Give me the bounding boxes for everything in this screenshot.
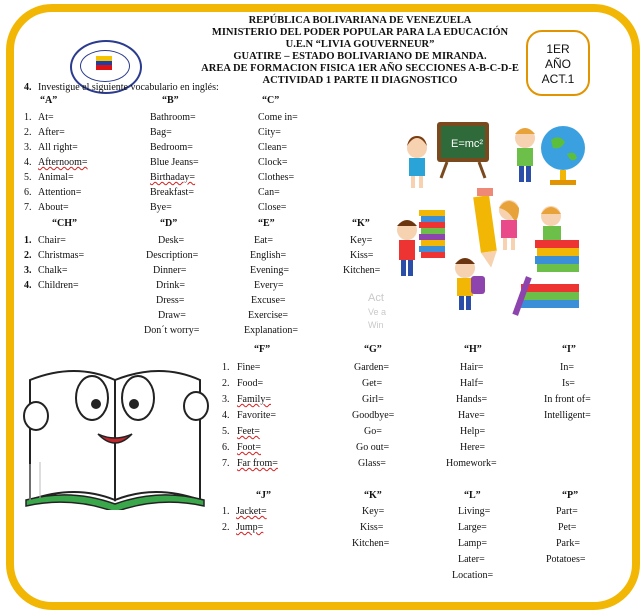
item-number: 2.	[222, 378, 230, 389]
vocab-item: Park=	[556, 538, 580, 549]
instruction-text: Investigue el siguiente vocabulario en inglés:	[38, 82, 219, 93]
vocab-item: Intelligent=	[544, 410, 591, 421]
vocab-item: Location=	[452, 570, 494, 581]
vocab-item: Bedroom=	[150, 142, 193, 153]
vocab-item: Goodbye=	[352, 410, 395, 421]
item-number: 6.	[222, 442, 230, 453]
vocab-item: Close=	[258, 202, 287, 213]
vocab-item: Description=	[146, 250, 199, 261]
vocab-item: Eat=	[254, 235, 273, 246]
badge-line: ACT.1	[541, 72, 575, 86]
watermark-text: Act	[368, 292, 384, 304]
section-title-l: “L”	[464, 490, 481, 501]
vocab-item: Jump=	[236, 522, 264, 533]
vocab-item: At=	[38, 112, 54, 123]
vocab-item: Bathroom=	[150, 112, 196, 123]
vocab-item: City=	[258, 127, 281, 138]
vocab-item: Kiss=	[350, 250, 374, 261]
vocab-item: In front of=	[544, 394, 591, 405]
vocab-item: Pet=	[558, 522, 577, 533]
vocab-item: Chair=	[38, 235, 66, 246]
vocab-item: Lamp=	[458, 538, 487, 549]
item-number: 7.	[222, 458, 230, 469]
vocab-item: Get=	[362, 378, 383, 389]
item-number: 2.	[222, 522, 230, 533]
vocab-item: Glass=	[358, 458, 386, 469]
vocab-item: Breakfast=	[150, 187, 194, 198]
vocab-item: Kitchen=	[343, 265, 381, 276]
section-title-c: “C”	[262, 95, 280, 106]
vocab-item: Christmas=	[38, 250, 85, 261]
vocab-item: Children=	[38, 280, 79, 291]
item-number: 2.	[24, 250, 32, 261]
vocab-item: Half=	[460, 378, 484, 389]
vocab-item: Part=	[556, 506, 578, 517]
section-title-h: “H”	[464, 344, 482, 355]
vocab-item: Food=	[237, 378, 264, 389]
vocab-item: Potatoes=	[546, 554, 586, 565]
vocab-item: Evening=	[250, 265, 289, 276]
vocab-item: Feet=	[237, 426, 260, 437]
header-line: ACTIVIDAD 1 PARTE II DIAGNOSTICO	[262, 75, 458, 86]
item-number: 3.	[222, 394, 230, 405]
vocab-item: In=	[560, 362, 574, 373]
vocab-item: Help=	[460, 426, 486, 437]
vocab-item: Far from=	[237, 458, 278, 469]
vocab-item: Family=	[237, 394, 271, 405]
vocab-item: Homework=	[446, 458, 497, 469]
grade-badge	[526, 30, 590, 96]
instruction-number: 4.	[24, 82, 32, 93]
vocab-item: Here=	[460, 442, 486, 453]
section-title-e: “E”	[258, 218, 275, 229]
vocab-item: Excuse=	[251, 295, 286, 306]
vocab-item: Bag=	[150, 127, 172, 138]
badge-line: AÑO	[544, 57, 571, 71]
item-number: 3.	[24, 265, 32, 276]
vocab-item: Key=	[362, 506, 385, 517]
vocab-item: Bye=	[150, 202, 172, 213]
vocab-item: Hair=	[460, 362, 484, 373]
vocab-item: Garden=	[354, 362, 390, 373]
vocab-item: English=	[250, 250, 287, 261]
item-number: 4.	[222, 410, 230, 421]
vocab-item: Kiss=	[360, 522, 384, 533]
vocab-item: Jacket=	[236, 506, 267, 517]
vocab-item: Afternoom=	[38, 157, 88, 168]
section-title-a: “A”	[40, 95, 58, 106]
vocab-item: Large=	[458, 522, 487, 533]
vocab-item: Desk=	[158, 235, 185, 246]
header-line: AREA DE FORMACION FISICA 1ER AÑO SECCIONES A-B-C-D-E	[201, 63, 519, 74]
badge-line: 1ER	[546, 42, 570, 56]
item-number: 1.	[222, 506, 230, 517]
item-number: 1.	[24, 235, 32, 246]
vocab-item: Is=	[562, 378, 575, 389]
vocab-item: Drink=	[156, 280, 185, 291]
vocab-item: Dress=	[156, 295, 185, 306]
vocab-item: Come in=	[258, 112, 298, 123]
header-line: REPÚBLICA BOLIVARIANA DE VENEZUELA	[248, 15, 472, 26]
section-title-d: “D”	[160, 218, 178, 229]
vocab-item: Birthaday=	[150, 172, 196, 183]
item-number: 6.	[24, 187, 32, 198]
vocab-item: Hands=	[456, 394, 488, 405]
vocab-item: Go out=	[356, 442, 390, 453]
vocab-item: Draw=	[158, 310, 186, 321]
vocab-item: Chalk=	[38, 265, 68, 276]
section-title-f: “F”	[254, 344, 271, 355]
vocab-item: Don´t worry=	[144, 325, 200, 336]
vocab-item: Fine=	[237, 362, 261, 373]
book-mascot-illustration	[20, 350, 210, 510]
item-number: 1.	[222, 362, 230, 373]
vocab-item: Kitchen=	[352, 538, 390, 549]
vocab-item: Animal=	[38, 172, 74, 183]
header-line: MINISTERIO DEL PODER POPULAR PARA LA EDUCACIÓN	[211, 27, 509, 38]
vocab-item: Favorite=	[237, 410, 276, 421]
vocab-item: Exercise=	[248, 310, 289, 321]
vocab-item: Clock=	[258, 157, 288, 168]
vocab-item: Blue Jeans=	[150, 157, 199, 168]
vocab-item: All right=	[38, 142, 78, 153]
item-number: 1.	[24, 112, 32, 123]
vocab-item: Key=	[350, 235, 373, 246]
vocab-item: Go=	[364, 426, 382, 437]
vocab-item: Every=	[254, 280, 284, 291]
item-number: 2.	[24, 127, 32, 138]
vocab-item: Foot=	[237, 442, 261, 453]
vocab-item: Later=	[458, 554, 485, 565]
item-number: 5.	[24, 172, 32, 183]
item-number: 4.	[24, 280, 32, 291]
vocab-item: Clean=	[258, 142, 287, 153]
header-line: GUATIRE – ESTADO BOLIVARIANO DE MIRANDA.	[233, 51, 487, 62]
vocab-item: Explanation=	[244, 325, 298, 336]
chalkboard-text: E=mc²	[451, 138, 484, 150]
students-illustration	[385, 118, 600, 318]
header-line: U.E.N “LIVIA GOUVERNEUR”	[285, 39, 435, 50]
section-title-g: “G”	[364, 344, 382, 355]
section-title-b: “B”	[162, 95, 179, 106]
vocab-item: Living=	[458, 506, 491, 517]
section-title-i: “I”	[562, 344, 576, 355]
vocab-item: Can=	[258, 187, 280, 198]
section-title-k: “K”	[364, 490, 382, 501]
watermark-text: Ve a	[368, 307, 387, 317]
vocab-item: Clothes=	[258, 172, 295, 183]
section-title-ch: “CH”	[52, 218, 77, 229]
section-title-k: “K”	[352, 218, 370, 229]
item-number: 7.	[24, 202, 32, 213]
vocab-item: Girl=	[362, 394, 384, 405]
item-number: 4.	[24, 157, 32, 168]
vocab-item: Attention=	[38, 187, 82, 198]
vocab-item: Dinner=	[153, 265, 187, 276]
watermark-text: Win	[368, 320, 384, 330]
vocab-item: About=	[38, 202, 69, 213]
vocab-item: Have=	[458, 410, 485, 421]
vocab-item: After=	[38, 127, 65, 138]
section-title-p: “P”	[562, 490, 579, 501]
item-number: 5.	[222, 426, 230, 437]
section-title-j: “J”	[256, 490, 271, 501]
item-number: 3.	[24, 142, 32, 153]
